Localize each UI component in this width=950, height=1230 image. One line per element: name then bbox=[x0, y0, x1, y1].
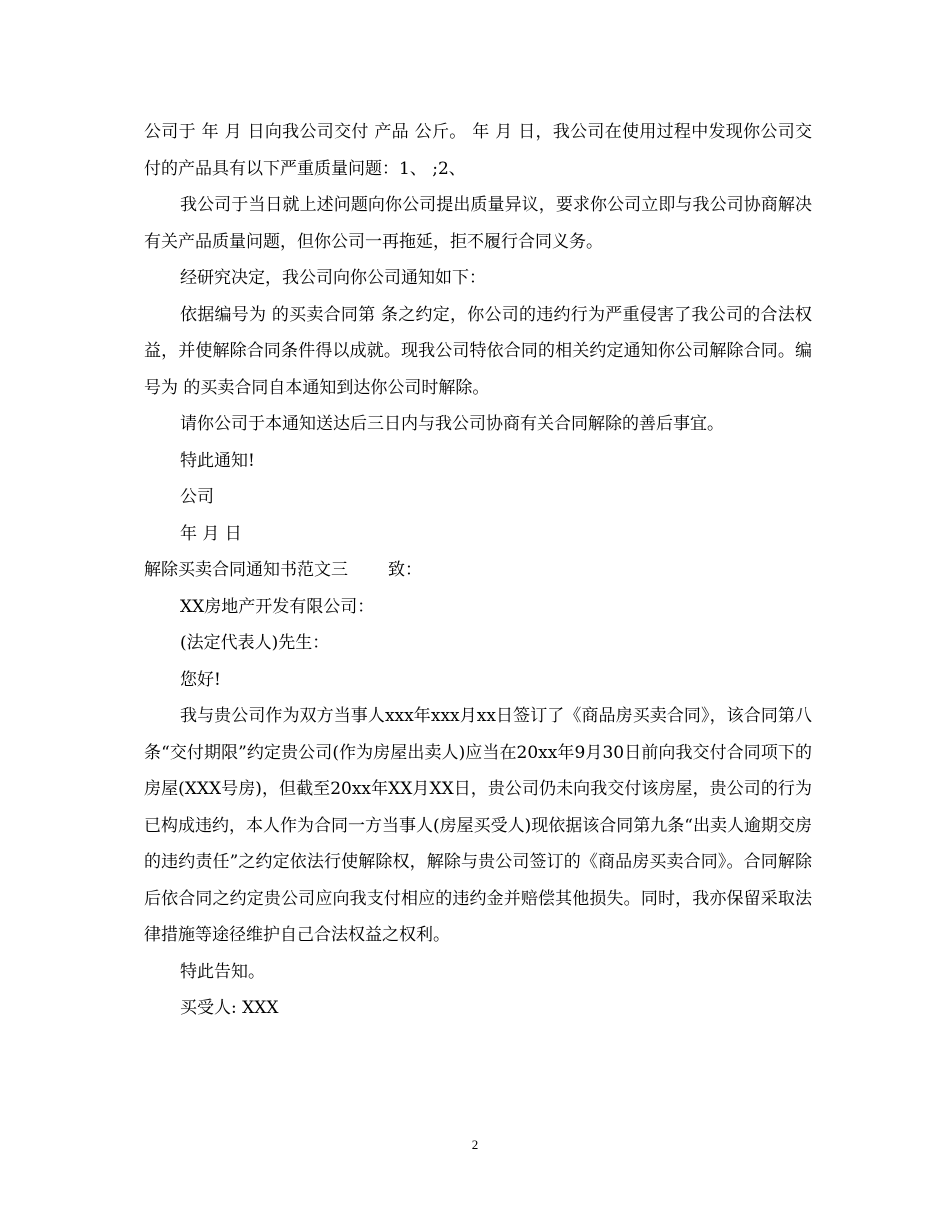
paragraph-decision: 经研究决定，我公司向你公司通知如下： bbox=[180, 268, 486, 288]
paragraph-notice-closing: 特此通知! bbox=[180, 450, 255, 471]
section-to: 致： bbox=[388, 560, 422, 580]
heading-gap bbox=[348, 552, 388, 589]
paragraph-termination-basis: 依据编号为 的买卖合同第 条之约定，你公司的违约行为严重侵害了我公司的合法权益，并使解除合同条件得以成就。现我公司特依合同的相关约定通知你公司解除合同。编号为 的买卖合同自本通知到达你公司时解除。 bbox=[144, 304, 812, 398]
paragraph-greeting: 您好! bbox=[180, 669, 221, 690]
paragraph-legal-representative: (法定代表人)先生： bbox=[180, 633, 330, 653]
section-heading-line bbox=[144, 552, 812, 589]
paragraph-company-signature: 公司 bbox=[180, 487, 214, 507]
section-title: 解除买卖合同通知书范文三 bbox=[144, 560, 348, 580]
paragraph-buyer-signature: 买受人: XXX bbox=[180, 998, 279, 1018]
paragraph-inform-closing: 特此告知。 bbox=[180, 961, 265, 982]
paragraph-date-line: 年 月 日 bbox=[180, 523, 242, 544]
document-body bbox=[144, 114, 812, 1027]
paragraph-aftermath: 请你公司于本通知送达后三日内与我公司协商有关合同解除的善后事宜。 bbox=[180, 414, 724, 434]
paragraph-quality-objection: 我公司于当日就上述问题向你公司提出质量异议，要求你公司立即与我公司协商解决有关产品质量问题，但你公司一再拖延，拒不履行合同义务。 bbox=[144, 195, 812, 252]
paragraph-recipient-company: XX房地产开发有限公司： bbox=[180, 596, 375, 617]
paragraph-termination-body: 我与贵公司作为双方当事人xxx年xxx月xx日签订了《商品房买卖合同》，该合同第八条“交付期限”约定贵公司(作为房屋出卖人)应当在20xx年9月30日前向我交付合同项下的房屋(XXX号房)，但截至20xx年XX月XX日，贵公司仍未向我交付该房屋，贵公司的行为已构成违约，本人作为合同一方当事人(房屋买受人)现依据该合同第九条“出卖人逾期交房的违约责任”之约定依法行使解除权，解除与贵公司签订的《商品房买卖合同》。合同解除后依合同之约定贵公司应向我支付相应的违约金并赔偿其他损失。同时，我亦保留采取法律措施等途径维护自己合法权益之权利。 bbox=[144, 706, 812, 945]
paragraph-delivery-issue: 公司于 年 月 日向我公司交付 产品 公斤。 年 月 日，我公司在使用过程中发现你公司交付的产品具有以下严重质量问题：1、 ;2、 bbox=[144, 122, 812, 179]
page-number: 2 bbox=[471, 1137, 479, 1152]
